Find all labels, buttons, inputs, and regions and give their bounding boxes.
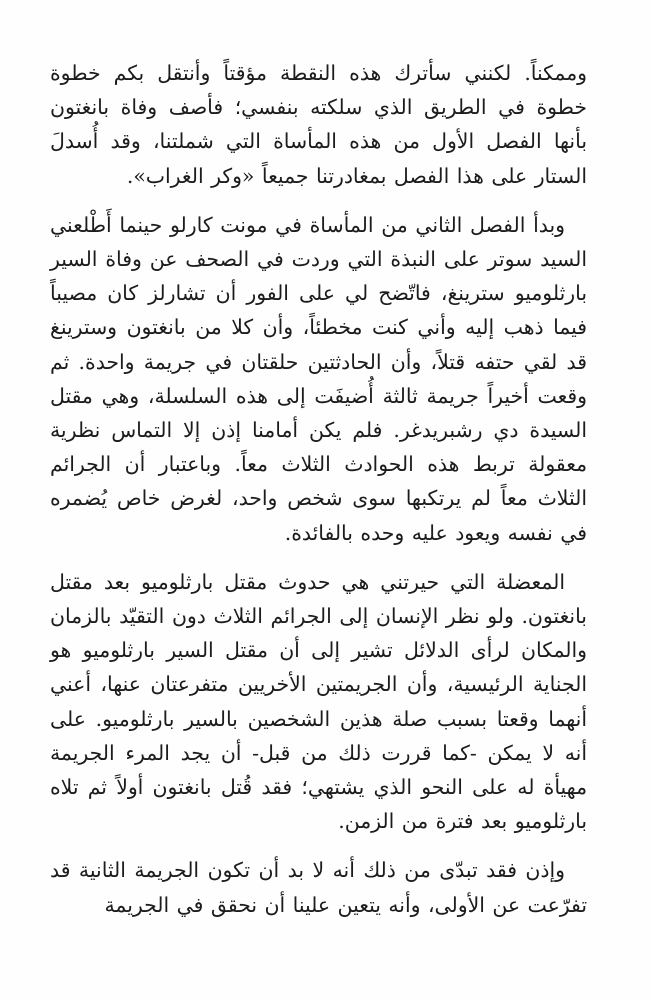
paragraph-3: المعضلة التي حيرتني هي حدوث مقتل بارثلوميو بعد مقتل بانغتون. ولو نظر الإنسان إلى الجرائم الثلاث دون التقيّد بالزمان والمكان لرأى الدلائل تشير إلى أن مقتل السير بارثلوميو هو الجناية الرئيسية، وأن الجريمتين الأخريين متفرعتان عنها، أعني أنهما وقعتا بسبب صلة هذين الشخصين بالسير بارثلوميو. على أنه لا يمكن -كما قررت ذلك من قبل- أن يجد المرء الجريمة مهيأة له على النحو الذي يشتهي؛ فقد قُتل بانغتون أولاً ثم تلاه بارثلوميو بعد فترة من الزمن. [50, 569, 587, 834]
paragraph-1: وممكناً. لكنني سأترك هذه النقطة مؤقتاً وأنتقل بكم خطوة خطوة في الطريق الذي سلكته بنفسي؛ فأصف وفاة بانغتون بأنها الفصل الأول من هذه المأساة التي شملتنا، وقد أُسدلَ الستار على هذا الفصل بمغادرتنا جميعاً «وكر الغراب». [50, 61, 587, 188]
paragraph-2: وبدأ الفصل الثاني من المأساة في مونت كارلو حينما أَطْلعني السيد سوتر على النبذة التي وردت في الصحف عن وفاة السير بارثلوميو سترينغ، فاتّضح لي على الفور أن تشارلز كان مصيباً فيما ذهب إليه وأني كنت مخطئاً، وأن كلا من بانغتون وسترينغ قد لقي حتفه قتلاً، وأن الحادثتين حلقتان في جريمة واحدة. ثم وقعت أخيراً جريمة ثالثة أُضيفَت إلى هذه السلسلة، وهي مقتل السيدة دي رشبريدغر. فلم يكن أمامنا إذن إلا التماس نظرية معقولة تربط هذه الحوادث الثلاث معاً. وباعتبار أن الجرائم الثلاث معاً لم يرتكبها سوى شخص واحد، لغرض خاص يُضمره في نفسه ويعود عليه وحده بالفائدة. [50, 212, 587, 545]
paragraph-4: وإذن فقد تبدّى من ذلك أنه لا بد أن تكون الجريمة الثانية قد تفرّعت عن الأولى، وأنه يتعين علينا أن نحقق في الجريمة [50, 858, 587, 917]
